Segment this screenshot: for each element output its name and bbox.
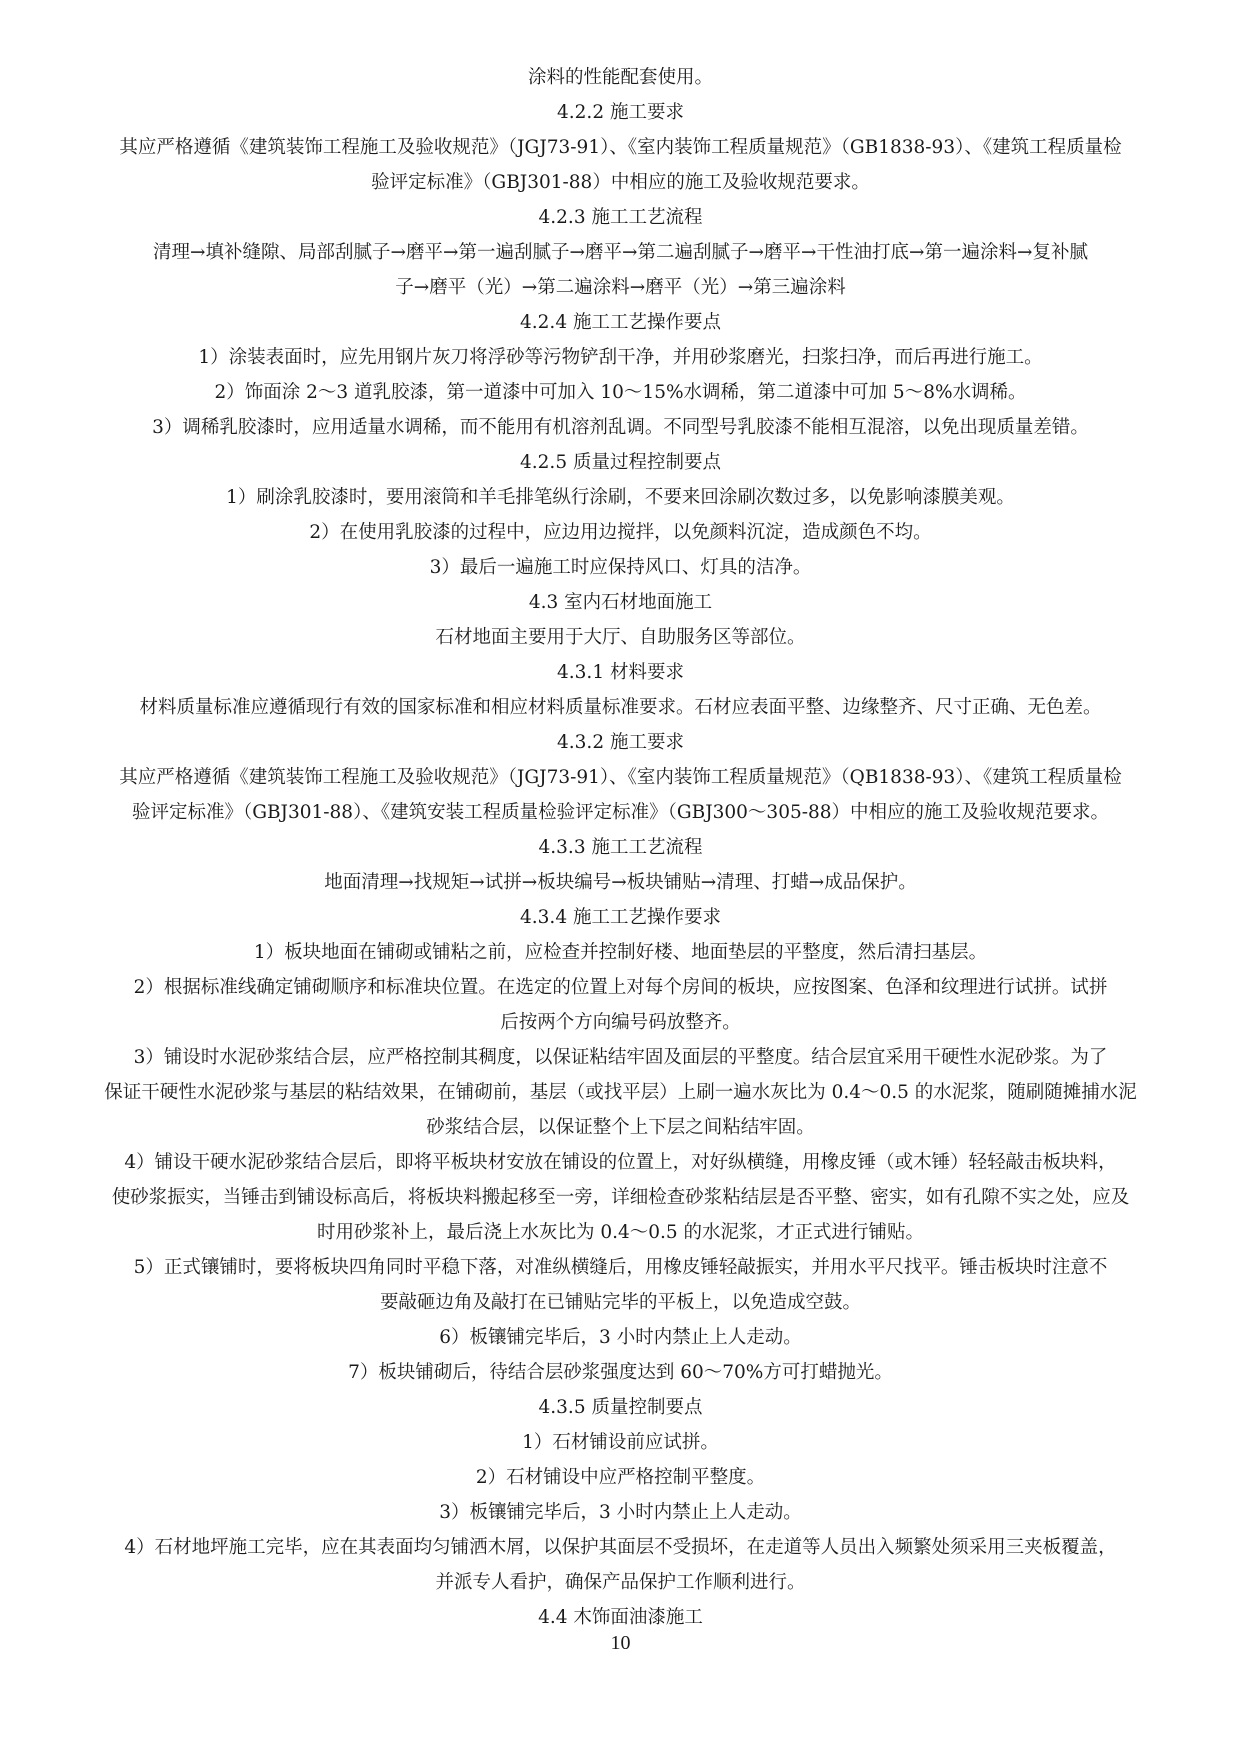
document-page: [60, 60, 1181, 1635]
text-line: 要敲砸边角及敲打在已铺贴完毕的平板上，以免造成空鼓。: [379, 1292, 861, 1313]
section-heading: 4.3.1 材料要求: [557, 662, 684, 683]
text-line: 使砂浆振实，当锤击到铺设标高后，将板块料搬起移至一旁，详细检查砂浆粘结层是否平整、密实，如有孔隙不实之处，应及: [111, 1187, 1130, 1208]
text-line: 砂浆结合层，以保证整个上下层之间粘结牢固。: [426, 1117, 815, 1138]
text-line: 后按两个方向编号码放整齐。: [500, 1012, 741, 1033]
section-heading: 4.3.3 施工工艺流程: [538, 837, 703, 858]
section-heading: 4.3.4 施工工艺操作要求: [520, 907, 721, 928]
text-line: 2）在使用乳胶漆的过程中，应边用边搅拌，以免颜料沉淀，造成颜色不均。: [309, 522, 932, 543]
text-line: 3）最后一遍施工时应保持风口、灯具的洁净。: [429, 557, 812, 578]
section-heading: 4.2.4 施工工艺操作要点: [520, 312, 721, 333]
text-line: 2）饰面涂 2～3 道乳胶漆，第一道漆中可加入 10～15%水调稀，第二道漆中可加 5～8%水调稀。: [214, 382, 1027, 403]
text-line: 验评定标准》（GBJ301-88）、《建筑安装工程质量检验评定标准》（GBJ300～305-88）中相应的施工及验收规范要求。: [131, 802, 1110, 823]
text-line: 保证干硬性水泥砂浆与基层的粘结效果，在铺砌前，基层（或找平层）上刷一遍水灰比为 0.4～0.5 的水泥浆，随刷随摊捕水泥: [104, 1082, 1137, 1103]
text-line: 验评定标准》（GBJ301-88）中相应的施工及验收规范要求。: [371, 172, 870, 193]
section-heading: 4.3 室内石材地面施工: [528, 592, 713, 613]
text-line: 并派专人看护，确保产品保护工作顺利进行。: [435, 1572, 806, 1593]
text-line: 子→磨平（光）→第二遍涂料→磨平（光）→第三遍涂料: [395, 277, 846, 298]
text-line: 1）涂装表面时，应先用钢片灰刀将浮砂等污物铲刮干净，并用砂浆磨光，扫浆扫净，而后再进行施工。: [198, 347, 1043, 368]
section-heading: 4.2.3 施工工艺流程: [538, 207, 703, 228]
text-line: 5）正式镶铺时，要将板块四角同时平稳下落，对准纵横缝后，用橡皮锤轻敲振实，并用水平尺找平。锤击板块时注意不: [133, 1257, 1108, 1278]
section-heading: 4.3.2 施工要求: [557, 732, 684, 753]
text-line: 2）石材铺设中应严格控制平整度。: [475, 1467, 766, 1488]
section-heading: 4.2.5 质量过程控制要点: [520, 452, 721, 473]
text-line: 1）板块地面在铺砌或铺粘之前，应检查并控制好楼、地面垫层的平整度，然后清扫基层。: [253, 942, 988, 963]
text-line: 2）根据标准线确定铺砌顺序和标准块位置。在选定的位置上对每个房间的板块，应按图案、色泽和纹理进行试拼。试拼: [133, 977, 1108, 998]
text-line: 材料质量标准应遵循现行有效的国家标准和相应材料质量标准要求。石材应表面平整、边缘整齐、尺寸正确、无色差。: [139, 697, 1102, 718]
text-line: 其应严格遵循《建筑装饰工程施工及验收规范》（JGJ73-91）、《室内装饰工程质量规范》（QB1838-93）、《建筑工程质量检: [119, 767, 1122, 788]
text-line: 4）铺设干硬水泥砂浆结合层后，即将平板块材安放在铺设的位置上，对好纵横缝，用橡皮锤（或木锤）轻轻敲击板块料，: [124, 1152, 1117, 1173]
text-line: 3）调稀乳胶漆时，应用适量水调稀，而不能用有机溶剂乱调。不同型号乳胶漆不能相互混溶，以免出现质量差错。: [152, 417, 1089, 438]
text-line: 涂料的性能配套使用。: [527, 67, 713, 88]
text-line: 1）刷涂乳胶漆时，要用滚筒和羊毛排笔纵行涂刷，不要来回涂刷次数过多，以免影响漆膜美观。: [226, 487, 1015, 508]
text-line: 1）石材铺设前应试拼。: [522, 1432, 719, 1453]
text-line: 4）石材地坪施工完毕，应在其表面均匀铺洒木屑，以保护其面层不受损坏，在走道等人员出入频繁处须采用三夹板覆盖，: [124, 1537, 1117, 1558]
section-heading: 4.3.5 质量控制要点: [538, 1397, 703, 1418]
text-line: 6）板镶铺完毕后，3 小时内禁止上人走动。: [439, 1327, 802, 1348]
text-line: 清理→填补缝隙、局部刮腻子→磨平→第一遍刮腻子→磨平→第二遍刮腻子→磨平→干性油打底→第一遍涂料→复补腻: [152, 242, 1088, 263]
page-number: 10: [610, 1632, 631, 1654]
text-line: 其应严格遵循《建筑装饰工程施工及验收规范》（JGJ73-91）、《室内装饰工程质量规范》（GB1838-93）、《建筑工程质量检: [119, 137, 1122, 158]
text-line: 地面清理→找规矩→试拼→板块编号→板块铺贴→清理、打蜡→成品保护。: [324, 872, 917, 893]
text-line: 石材地面主要用于大厅、自助服务区等部位。: [435, 627, 806, 648]
section-heading: 4.4 木饰面油漆施工: [538, 1607, 703, 1628]
text-line: 3）铺设时水泥砂浆结合层，应严格控制其稠度，以保证粘结牢固及面层的平整度。结合层宜采用干硬性水泥砂浆。为了: [133, 1047, 1108, 1068]
text-line: 7）板块铺砌后，待结合层砂浆强度达到 60～70%方可打蜡抛光。: [348, 1362, 893, 1383]
text-line: 时用砂浆补上，最后浇上水灰比为 0.4～0.5 的水泥浆，才正式进行铺贴。: [316, 1222, 925, 1243]
section-heading: 4.2.2 施工要求: [557, 102, 684, 123]
text-line: 3）板镶铺完毕后，3 小时内禁止上人走动。: [439, 1502, 802, 1523]
